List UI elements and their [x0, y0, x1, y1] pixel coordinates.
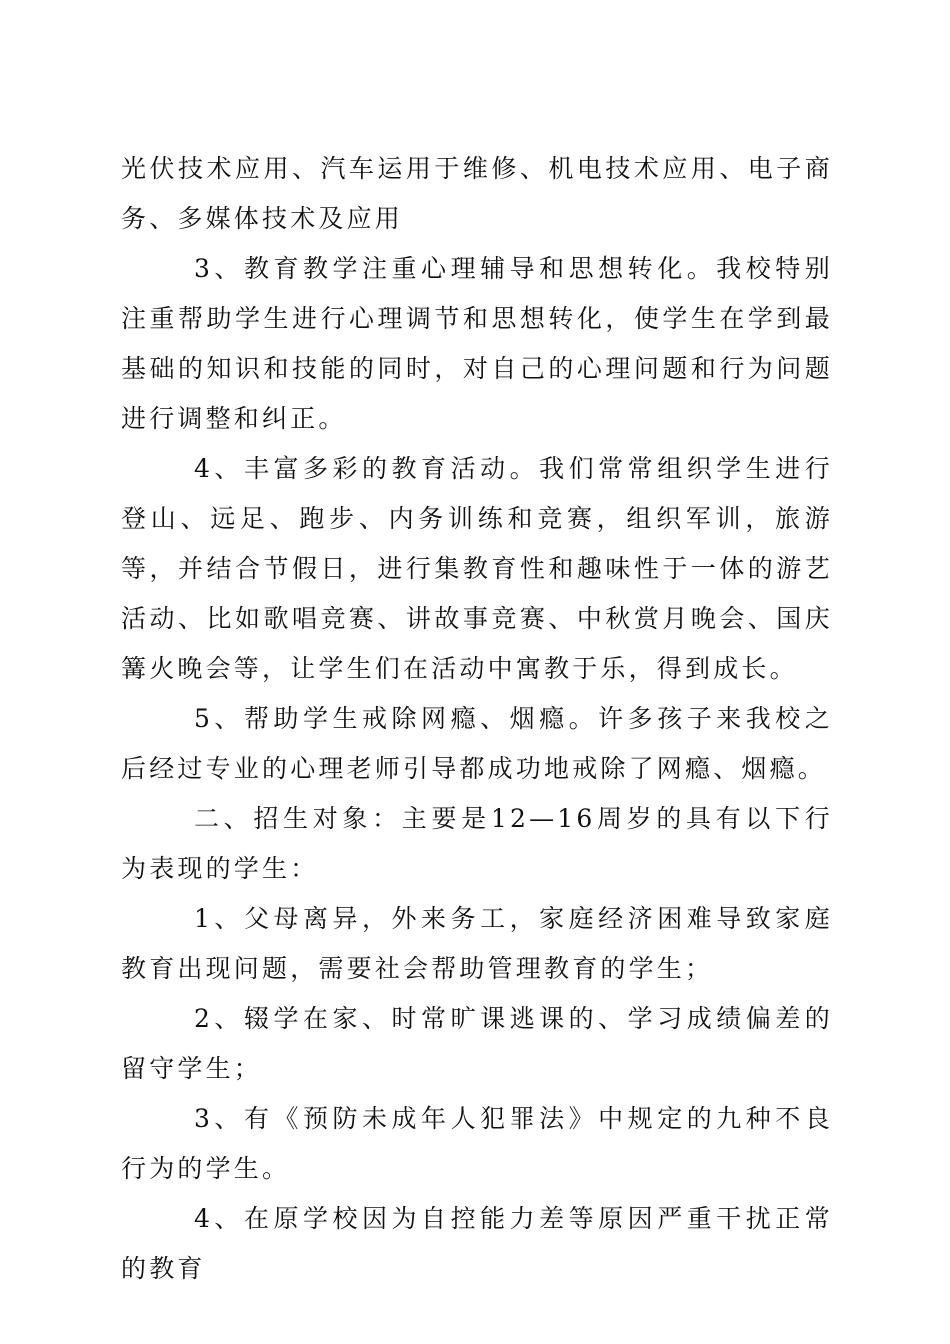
- paragraph-criterion-1: 1、父母离异，外来务工，家庭经济困难导致家庭教育出现问题，需要社会帮助管理教育的学生；: [121, 904, 833, 983]
- paragraph-educational-activities: 4、丰富多彩的教育活动。我们常常组织学生进行登山、远足、跑步、内务训练和竞赛，组织军训，旅游等，并结合节假日，进行集教育性和趣味性于一体的游艺活动、比如歌唱竞赛、讲故事竞赛、中秋赏月晚会、国庆篝火晚会等，让学生们在活动中寓教于乐，得到成长。: [121, 454, 833, 683]
- paragraph-enrollment-target: 二、招生对象：主要是12—16周岁的具有以下行为表现的学生：: [121, 804, 833, 883]
- paragraph-program-list: 光伏技术应用、汽车运用于维修、机电技术应用、电子商务、多媒体技术及应用: [121, 154, 833, 233]
- paragraph-quit-addictions: 5、帮助学生戒除网瘾、烟瘾。许多孩子来我校之后经过专业的心理老师引导都成功地戒除了网瘾、烟瘾。: [121, 704, 833, 783]
- paragraph-criterion-2: 2、辍学在家、时常旷课逃课的、学习成绩偏差的留守学生；: [121, 1004, 833, 1083]
- paragraph-criterion-4: 4、在原学校因为自控能力差等原因严重干扰正常的教育: [121, 1204, 833, 1283]
- document-body: [121, 144, 833, 1294]
- paragraph-criterion-3: 3、有《预防未成年人犯罪法》中规定的九种不良行为的学生。: [121, 1104, 833, 1183]
- paragraph-psychological-guidance: 3、教育教学注重心理辅导和思想转化。我校特别注重帮助学生进行心理调节和思想转化，使学生在学到最基础的知识和技能的同时，对自己的心理问题和行为问题进行调整和纠正。: [121, 254, 833, 433]
